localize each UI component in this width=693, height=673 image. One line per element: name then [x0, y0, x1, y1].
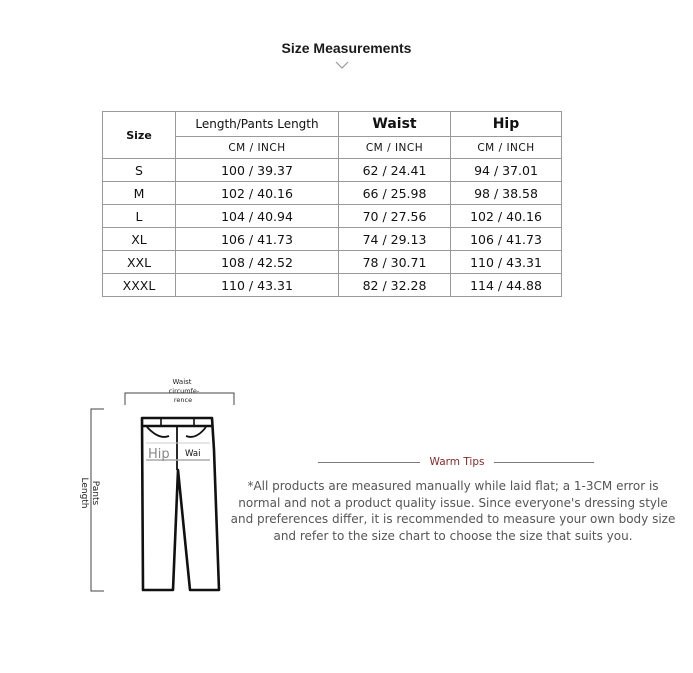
- waist-cell: 82 / 32.28: [339, 274, 451, 297]
- length-cell: 100 / 39.37: [176, 159, 339, 182]
- page-title: Size Measurements: [281, 40, 412, 56]
- size-cell: XXXL: [103, 274, 176, 297]
- length-cell: 104 / 40.94: [176, 205, 339, 228]
- warm-tips-title: Warm Tips: [429, 456, 485, 468]
- hip-cell: 98 / 38.58: [451, 182, 562, 205]
- length-unit-header: CM / INCH: [176, 137, 339, 159]
- waist-cell: 74 / 29.13: [339, 228, 451, 251]
- length-column-header: Length/Pants Length: [176, 112, 339, 137]
- length-label-line2: Length: [79, 477, 89, 509]
- size-cell: L: [103, 205, 176, 228]
- size-column-header: Size: [103, 112, 176, 159]
- length-cell: 108 / 42.52: [176, 251, 339, 274]
- pants-icon: [142, 418, 219, 590]
- hip-cell: 102 / 40.16: [451, 205, 562, 228]
- tips-line: and refer to the size chart to choose the size that suits you.: [273, 528, 633, 543]
- waist-cell: 78 / 30.71: [339, 251, 451, 274]
- waist-cell: 66 / 25.98: [339, 182, 451, 205]
- length-cell: 106 / 41.73: [176, 228, 339, 251]
- tips-line: normal and not a product quality issue. Since everyone's dressing style: [238, 495, 668, 510]
- length-cell: 110 / 43.31: [176, 274, 339, 297]
- hip-cell: 110 / 43.31: [451, 251, 562, 274]
- warm-tips-text: [222, 478, 684, 544]
- tips-divider-left: [318, 462, 420, 463]
- hip-cell: 106 / 41.73: [451, 228, 562, 251]
- waist-label-line3: rence: [173, 396, 193, 404]
- hip-cell: 94 / 37.01: [451, 159, 562, 182]
- length-label: Pants: [90, 480, 100, 506]
- waist-column-header: Waist: [339, 112, 451, 137]
- waist-cell: 62 / 24.41: [339, 159, 451, 182]
- waist-label-line2: circumfe-: [168, 387, 200, 395]
- hip-cell: 114 / 44.88: [451, 274, 562, 297]
- wai-label: Wai: [185, 449, 201, 459]
- tips-line: and preferences differ, it is recommended to measure your own body size: [230, 512, 676, 526]
- size-cell: XXL: [103, 251, 176, 274]
- tips-divider-right: [494, 462, 594, 463]
- hip-label: Hip: [148, 447, 170, 462]
- waist-label: Waist: [172, 378, 192, 386]
- tips-line: *All products are measured manually while laid flat; a 1-3CM error is: [247, 479, 659, 493]
- length-cell: 102 / 40.16: [176, 182, 339, 205]
- size-cell: S: [103, 159, 176, 182]
- waist-cell: 70 / 27.56: [339, 205, 451, 228]
- size-cell: XL: [103, 228, 176, 251]
- size-cell: M: [103, 182, 176, 205]
- hip-unit-header: CM / INCH: [451, 137, 562, 159]
- hip-column-header: Hip: [451, 112, 562, 137]
- waist-unit-header: CM / INCH: [339, 137, 451, 159]
